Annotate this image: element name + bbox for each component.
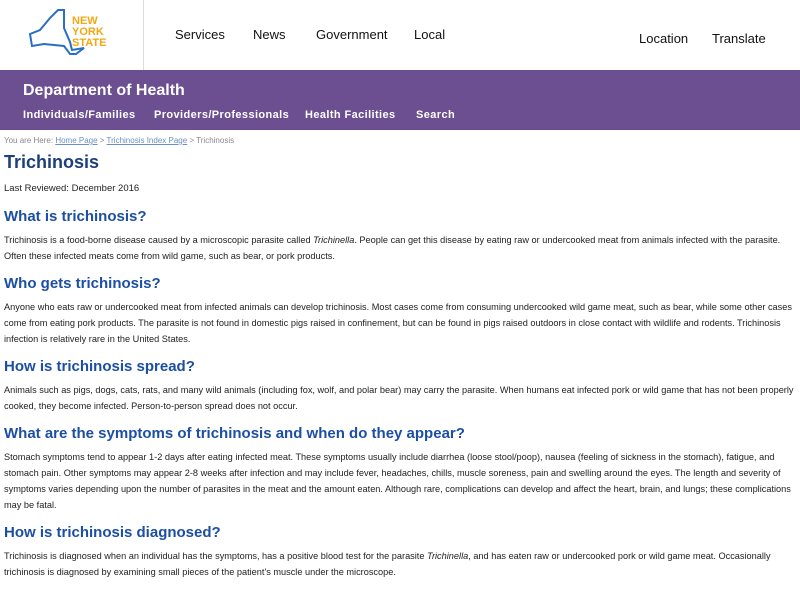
last-reviewed: Last Reviewed: December 2016 bbox=[4, 183, 140, 194]
section-heading: How is trichinosis spread? bbox=[4, 358, 195, 375]
breadcrumb-home[interactable]: Home Page bbox=[55, 136, 98, 145]
page-title: Trichinosis bbox=[4, 152, 100, 172]
nav-translate[interactable]: Translate bbox=[712, 31, 766, 46]
svg-text:NEW: NEW bbox=[72, 15, 98, 27]
section-text: Trichinosis is a food-borne disease caused by a microscopic parasite called Trichinella. People can get this disease by eating raw or undercooked meat from animals infected with the parasite. Often these infected meats come from wild game, such as bear, or pork products. bbox=[4, 235, 781, 261]
breadcrumb-index[interactable]: Trichinosis Index Page bbox=[106, 136, 188, 145]
breadcrumb-separator: > bbox=[99, 136, 105, 145]
svg-text:YORK: YORK bbox=[72, 26, 104, 38]
breadcrumb-separator: > bbox=[189, 136, 195, 145]
nav-local[interactable]: Local bbox=[414, 27, 446, 42]
section-text: Animals such as pigs, dogs, cats, rats, and many wild animals (including fox, wolf, and polar bear) may carry the parasite. When humans eat infected pork or wild game that has not been properly cooked, they become infected. Person-to-person spread does not occur. bbox=[4, 385, 794, 411]
nav-individuals-families[interactable]: Individuals/Families bbox=[23, 109, 136, 121]
svg-text:STATE: STATE bbox=[72, 37, 107, 49]
nav-services[interactable]: Services bbox=[175, 27, 225, 42]
section-text: Trichinosis is diagnosed when an individual has the symptoms, has a positive blood test for the parasite Trichinella, and has eaten raw or undercooked pork or wild game meat. Occasionally trichinosis is diagnosed by examining small pieces of the patient's muscle under the microscope. bbox=[4, 551, 771, 577]
divider bbox=[143, 0, 144, 70]
breadcrumb-current: Trichinosis bbox=[196, 136, 235, 145]
nav-providers-professionals[interactable]: Providers/Professionals bbox=[154, 109, 290, 121]
nav-search[interactable]: Search bbox=[416, 109, 456, 121]
department-band bbox=[0, 70, 800, 130]
section-text: Anyone who eats raw or undercooked meat from infected animals can develop trichinosis. Most cases come from consuming undercooked wild game meat, such as bear, while some other cases come from eating pork products. The parasite is not found in domestic pigs raised in confinement, but can be found in pigs raised outdoors in close contact with wildlife and rodents. Trichinosis infection is relatively rare in the United States. bbox=[4, 302, 792, 344]
department-title[interactable]: Department of Health bbox=[23, 82, 185, 99]
breadcrumb bbox=[4, 136, 234, 145]
section-text: Stomach symptoms tend to appear 1-2 days after eating infected meat. These symptoms usually include diarrhea (loose stool/poop), nausea (feeling of sickness in the stomach), fatigue, and stomach pain. Other symptoms may appear 2-8 weeks after infection and may include fever, headaches, chills, muscle soreness, pain and swelling around the eyes. The length and severity of symptoms varies depending upon the number of parasites in the meat and the amount eaten. Although rare, complications can develop and affect the heart, brain, and lungs; these complications may be fatal. bbox=[4, 452, 791, 510]
nav-location[interactable]: Location bbox=[639, 31, 689, 46]
main-content bbox=[4, 152, 800, 590]
nav-health-facilities[interactable]: Health Facilities bbox=[305, 109, 396, 121]
section-heading: What is trichinosis? bbox=[4, 208, 147, 225]
nav-news[interactable]: News bbox=[253, 27, 286, 42]
nys-logo[interactable] bbox=[24, 6, 120, 62]
breadcrumb-prefix: You are Here: bbox=[4, 136, 54, 145]
section-heading: How is trichinosis diagnosed? bbox=[4, 524, 221, 541]
nav-government[interactable]: Government bbox=[316, 27, 388, 42]
section-heading: Who gets trichinosis? bbox=[4, 275, 161, 292]
section-heading: What are the symptoms of trichinosis and when do they appear? bbox=[4, 425, 465, 442]
site-header bbox=[0, 0, 800, 70]
